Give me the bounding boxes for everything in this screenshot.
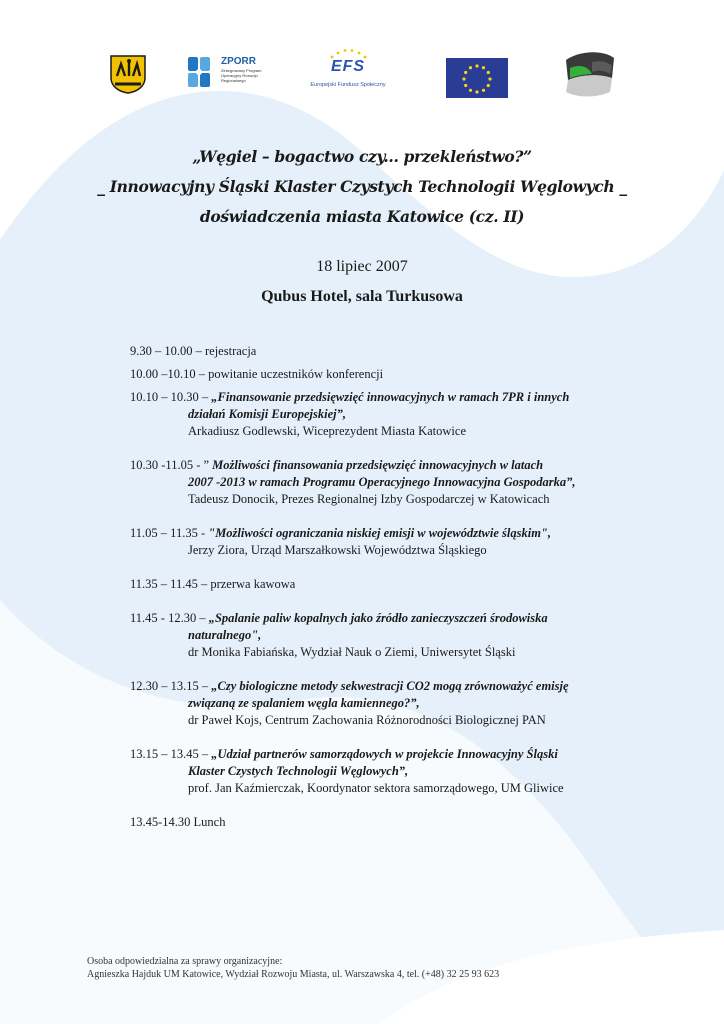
- footer-line-1: Osoba odpowiedzialna za sprawy organizacyjne:: [87, 956, 283, 967]
- efs-logo: [303, 48, 393, 98]
- session-speaker: dr Paweł Kojs, Centrum Zachowania Różnorodności Biologicznej PAN: [188, 713, 546, 727]
- session-title: „Spalanie paliw kopalnych jako źródło zanieczyszczeń środowiska: [208, 611, 548, 625]
- agenda-item-registration: 9.30 – 10.00 – rejestracja: [130, 344, 257, 358]
- session-speaker: Jerzy Ziora, Urząd Marszałkowski Województwa Śląskiego: [188, 543, 487, 557]
- footer-contact: [87, 955, 499, 981]
- session-title-cont: Klaster Czystych Technologii Węglowych”,: [188, 764, 409, 778]
- event-title-line-2: _ Innowacyjny Śląski Klaster Czystych Technologii Węglowych _: [97, 177, 627, 196]
- efs-subtitle: Europejski Fundusz Społeczny: [310, 82, 386, 88]
- footer-line-2: Agnieszka Hajduk UM Katowice, Wydział Rozwoju Miasta, ul. Warszawska 4, tel. (+48) 32 25 93 623: [87, 969, 500, 980]
- event-title-block: [0, 142, 724, 232]
- event-title-line-3: doświadczenia miasta Katowice (cz. II): [199, 207, 525, 226]
- session-title-cont: naturalnego",: [188, 628, 262, 642]
- session-time: 12.30 – 13.15 –: [130, 679, 212, 693]
- session-title: „Czy biologiczne metody sekwestracji CO2 mogą zrównoważyć emisję: [211, 679, 569, 693]
- session-time: 10.30 -11.05 - ”: [130, 458, 213, 472]
- agenda-item-session-3: [130, 525, 690, 559]
- session-speaker: Tadeusz Donocik, Prezes Regionalnej Izby Gospodarczej w Katowicach: [188, 492, 550, 506]
- event-date: 18 lipiec 2007: [316, 258, 408, 275]
- session-time: 10.10 – 10.30 –: [130, 390, 212, 404]
- agenda-item-coffee-break: 11.35 – 11.45 – przerwa kawowa: [130, 577, 296, 591]
- efs-title: EFS: [330, 58, 366, 75]
- session-title: „Udział partnerów samorządowych w projekcie Innowacyjny Śląski: [211, 747, 558, 761]
- katowice-crest-logo: [109, 54, 147, 99]
- eu-flag-logo: [446, 58, 508, 103]
- session-title: Możliwości finansowania przedsięwzięć innowacyjnych w latach: [212, 458, 544, 472]
- agenda-item-lunch: 13.45-14.30 Lunch: [130, 815, 226, 829]
- session-time: 11.05 – 11.35 -: [130, 526, 209, 540]
- agenda: [130, 343, 690, 831]
- session-speaker: dr Monika Fabiańska, Wydział Nauk o Ziemi, Uniwersytet Śląski: [188, 645, 516, 659]
- event-title-line-1: „Węgiel – bogactwo czy... przekleństwo?”: [192, 147, 532, 166]
- session-title-cont: 2007 -2013 w ramach Programu Operacyjnego Innowacyjna Gospodarka”,: [188, 475, 576, 489]
- session-title: "Możliwości ograniczania niskiej emisji w województwie śląskim",: [208, 526, 551, 540]
- event-venue: Qubus Hotel, sala Turkusowa: [261, 288, 463, 305]
- agenda-item-session-5: [130, 678, 690, 729]
- zporr-subtitle: Zintegrowany Program Operacyjny Rozwoju Regionalnego: [221, 68, 262, 83]
- agenda-item-session-6: [130, 746, 690, 797]
- session-title-cont: działań Komisji Europejskiej”,: [188, 407, 347, 421]
- agenda-item-welcome: 10.00 –10.10 – powitanie uczestników konferencji: [130, 367, 384, 381]
- session-time: 13.15 – 13.45 –: [130, 747, 212, 761]
- zporr-title: ZPORR: [221, 56, 256, 67]
- agenda-item-session-2: [130, 457, 690, 508]
- session-title: „Finansowanie przedsięwzięć innowacyjnych w ramach 7PR i innych: [211, 390, 570, 404]
- agenda-item-session-1: [130, 389, 690, 440]
- session-speaker: prof. Jan Kaźmierczak, Koordynator sektora samorządowego, UM Gliwice: [188, 781, 564, 795]
- logo-row: [0, 48, 724, 108]
- session-speaker: Arkadiusz Godlewski, Wiceprezydent Miasta Katowice: [188, 424, 466, 438]
- zporr-logo: [186, 54, 266, 94]
- session-title-cont: związaną ze spalaniem węgla kamiennego?”,: [188, 696, 420, 710]
- cluster-logo: [560, 48, 618, 107]
- session-time: 11.45 - 12.30 –: [130, 611, 209, 625]
- agenda-item-session-4: [130, 610, 690, 661]
